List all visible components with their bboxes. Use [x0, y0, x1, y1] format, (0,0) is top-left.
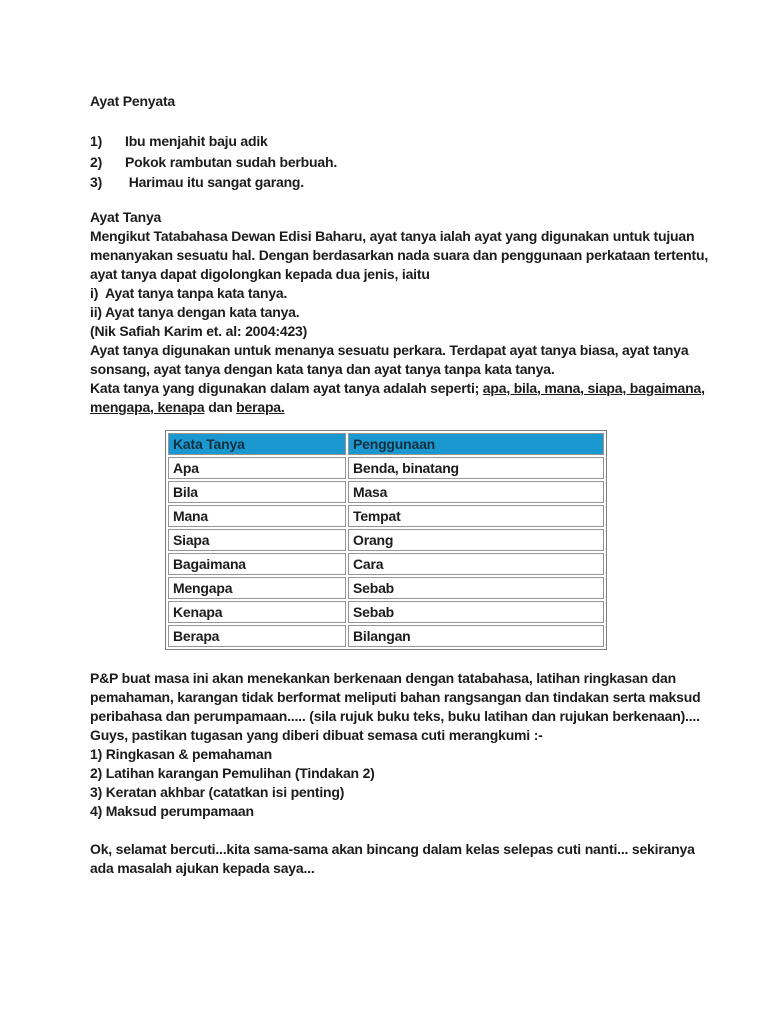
list-item: 1) Ibu menjahit baju adik — [90, 133, 268, 149]
text-line: Ok, selamat bercuti...kita sama-sama akan bincang dalam kelas selepas cuti nanti... sekiranya — [90, 841, 695, 857]
table-row — [168, 457, 604, 479]
table-row — [168, 577, 604, 599]
text-line: Guys, pastikan tugasan yang diberi dibuat semasa cuti merangkumi :- — [90, 727, 543, 743]
table-cell: Berapa — [168, 625, 346, 647]
table-cell: Mana — [168, 505, 346, 527]
closing-paragraph — [90, 840, 748, 878]
table-cell: Mengapa — [168, 577, 346, 599]
table-cell: Sebab — [348, 577, 604, 599]
table-cell: Cara — [348, 553, 604, 575]
pnp-paragraph — [90, 669, 748, 821]
table-header-row — [168, 433, 604, 455]
text-line: ayat tanya dapat digolongkan kepada dua jenis, iaitu — [90, 266, 430, 282]
text-line: mengapa, kenapa dan berapa. — [90, 399, 285, 415]
text-line: Ayat tanya digunakan untuk menanya sesuatu perkara. Terdapat ayat tanya biasa, ayat tanya — [90, 342, 689, 358]
table-cell: Kenapa — [168, 601, 346, 623]
text-line: 4) Maksud perumpamaan — [90, 803, 254, 819]
ayat-tanya-paragraph — [90, 227, 748, 379]
table-header-cell: Penggunaan — [348, 433, 604, 455]
kata-tanya-table — [165, 430, 607, 650]
penyata-examples-list — [90, 132, 748, 192]
heading-ayat-tanya: Ayat Tanya — [90, 209, 162, 225]
table-cell: Sebab — [348, 601, 604, 623]
table-cell: Benda, binatang — [348, 457, 604, 479]
text-line: (Nik Safiah Karim et. al: 2004:423) — [90, 323, 308, 339]
text-line: ii) Ayat tanya dengan kata tanya. — [90, 304, 300, 320]
text-line: i) Ayat tanya tanpa kata tanya. — [90, 285, 288, 301]
list-item: 3) Harimau itu sangat garang. — [90, 174, 304, 190]
text-line: Kata tanya yang digunakan dalam ayat tanya adalah seperti; apa, bila, mana, siapa, bagaimana, — [90, 380, 705, 396]
list-item: 2) Pokok rambutan sudah berbuah. — [90, 153, 338, 170]
table-row — [168, 625, 604, 647]
table-cell: Siapa — [168, 529, 346, 551]
table-cell: Apa — [168, 457, 346, 479]
table-cell: Masa — [348, 481, 604, 503]
text-line: menanyakan sesuatu hal. Dengan berdasarkan nada suara dan penggunaan perkataan tertentu, — [90, 247, 709, 263]
text-line: peribahasa dan perumpamaan..... (sila rujuk buku teks, buku latihan dan rujukan berkenaan).... — [90, 708, 700, 724]
text-line: 1) Ringkasan & pemahaman — [90, 746, 272, 762]
text-line: 3) Keratan akhbar (catatkan isi penting) — [90, 784, 345, 800]
table-row — [168, 505, 604, 527]
text-line: sonsang, ayat tanya dengan kata tanya dan ayat tanya tanpa kata tanya. — [90, 361, 555, 377]
table-row — [168, 553, 604, 575]
table-row — [168, 601, 604, 623]
text-line: pemahaman, karangan tidak berformat meliputi bahan rangsangan dan tindakan serta maksud — [90, 689, 701, 705]
kata-tanya-underlined-paragraph — [90, 379, 748, 417]
table-row — [168, 529, 604, 551]
table-header-cell: Kata Tanya — [168, 433, 346, 455]
text-line: P&P buat masa ini akan menekankan berkenaan dengan tatabahasa, latihan ringkasan dan — [90, 670, 676, 686]
table-cell: Tempat — [348, 505, 604, 527]
table-cell: Orang — [348, 529, 604, 551]
text-line: ada masalah ajukan kepada saya... — [90, 860, 315, 876]
text-line: 2) Latihan karangan Pemulihan (Tindakan 2) — [90, 765, 375, 781]
table-cell: Bilangan — [348, 625, 604, 647]
heading-ayat-penyata: Ayat Penyata — [90, 93, 176, 109]
table-cell: Bagaimana — [168, 553, 346, 575]
text-line: Mengikut Tatabahasa Dewan Edisi Baharu, ayat tanya ialah ayat yang digunakan untuk tujuan — [90, 228, 695, 244]
table-cell: Bila — [168, 481, 346, 503]
table-row — [168, 481, 604, 503]
